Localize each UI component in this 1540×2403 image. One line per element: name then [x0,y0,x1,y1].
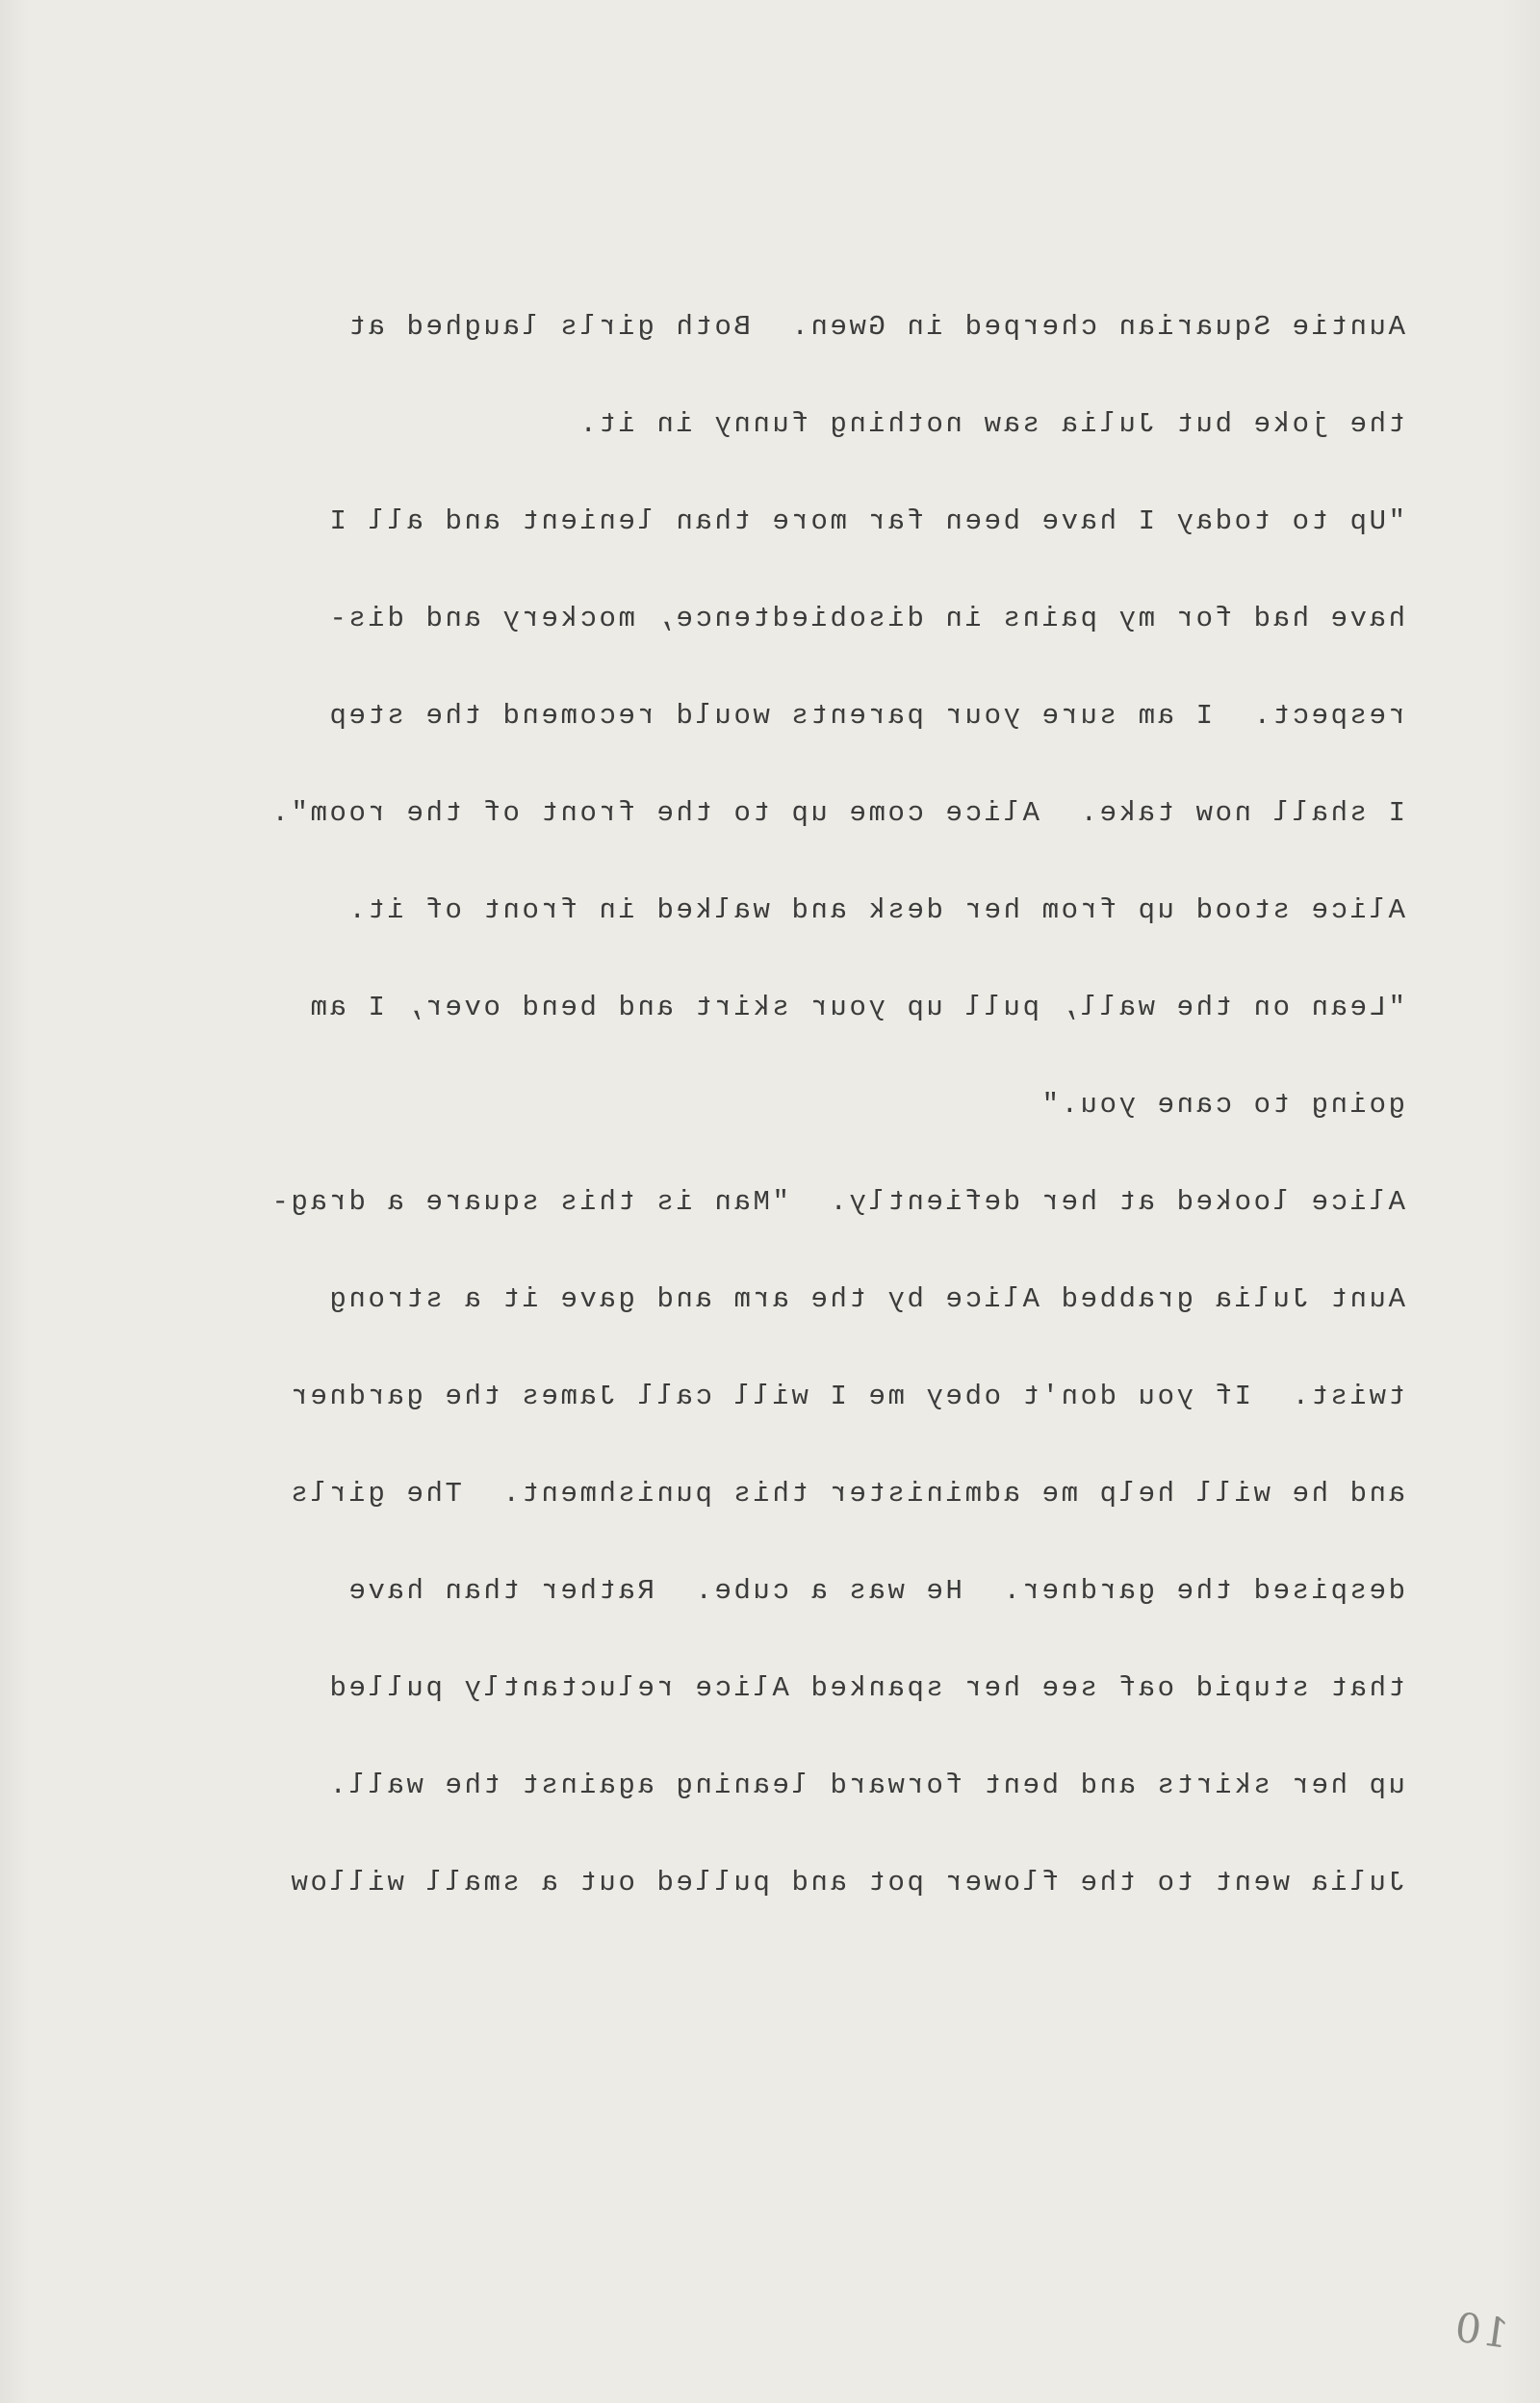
text-line: I shall now take. Alice come up to the front of the room". [269,797,1405,829]
typed-text-body [173,300,1405,1953]
text-line: the joke but Julia saw nothing funny in it. [577,408,1405,440]
text-line: "Lean on the wall, pull up your skirt and bend over, I am [307,992,1405,1023]
text-line: and he will help me administer this punishment. The girls [288,1478,1405,1510]
text-line: up her skirts and bent forward leaning against the wall. [326,1770,1405,1801]
text-line: Alice stood up from her desk and walked in front of it. [346,894,1405,926]
text-line: going to cane you." [1039,1089,1405,1121]
text-line: "Up to today I have been far more than lenient and all I [326,505,1405,537]
text-line: Auntie Squarian cherped in Gwen. Both girls laughed at [346,311,1405,343]
page-number: 10 [1450,2303,1512,2358]
text-line: Aunt Julia grabbed Alice by the arm and gave it a strong [326,1283,1405,1315]
text-line: have had for my pains in disobiedtence, mockery and dis- [326,603,1405,634]
text-line: Julia went to the flower pot and pulled out a small willow [288,1867,1405,1899]
text-line: respect. I am sure your parents would recomend the step [326,700,1405,732]
text-line: despised the gardner. He was a cube. Rather than have [346,1575,1405,1607]
text-line: that stupid oaf see her spanked Alice reluctantly pulled [326,1672,1405,1704]
text-line: Alice looked at her defiently. "Man is this square a drag- [269,1186,1405,1218]
text-line: twist. If you don't obey me I will call James the gardner [288,1381,1405,1412]
